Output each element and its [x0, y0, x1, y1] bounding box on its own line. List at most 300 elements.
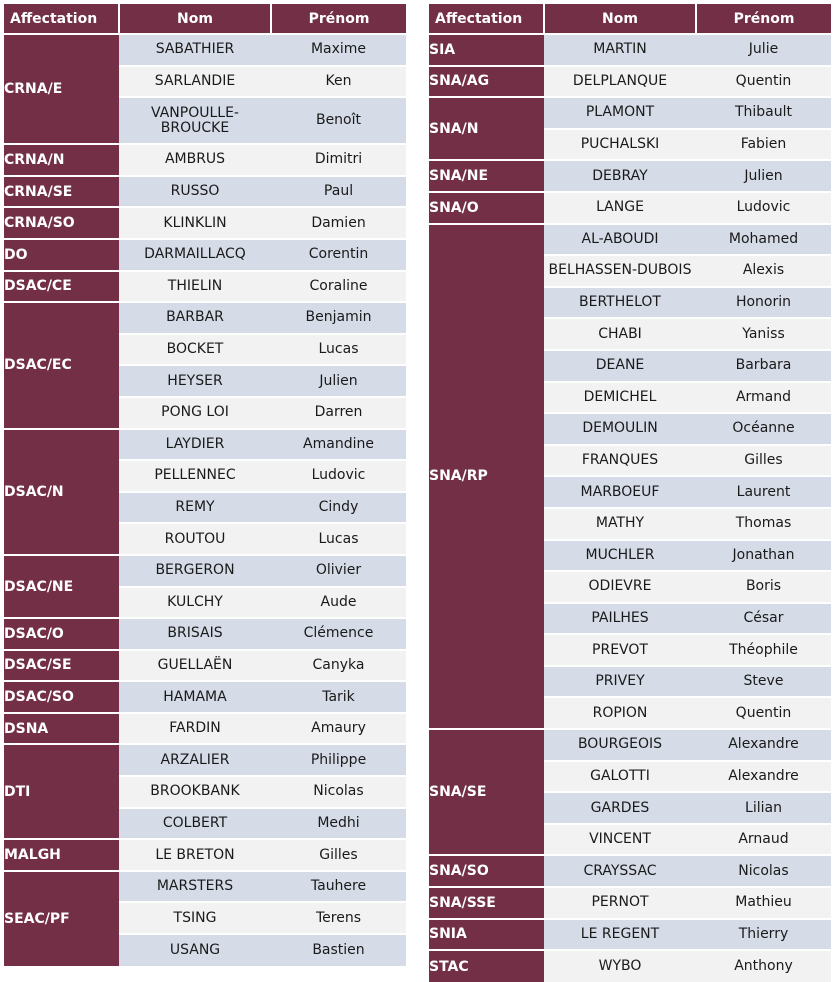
- table-row: [4, 429, 406, 461]
- affectation-cell: CRNA/SE: [4, 176, 119, 208]
- nom-text: AMBRUS: [164, 151, 226, 168]
- table-row: [429, 950, 831, 982]
- affectation-cell: SNA/N: [429, 97, 544, 160]
- affectation-cell: DSAC/NE: [4, 555, 119, 618]
- prenom-text: Nicolas: [313, 783, 364, 800]
- prenom-text: Maxime: [310, 41, 367, 58]
- nom-cell: [544, 129, 696, 161]
- nom-cell: [119, 271, 271, 303]
- left-roster-table: [4, 4, 406, 966]
- prenom-text: Fabien: [740, 136, 787, 153]
- right-roster-body: [429, 34, 831, 982]
- nom-text: ROPION: [592, 704, 648, 721]
- prenom-text: Mohamed: [728, 230, 799, 247]
- nom-text: PONG LOI: [161, 404, 229, 421]
- affectation-cell: SNA/NE: [429, 160, 544, 192]
- prenom-text: Philippe: [310, 751, 367, 768]
- header-row: [429, 4, 831, 34]
- prenom-cell: [271, 744, 406, 776]
- nom-text: COLBERT: [162, 814, 228, 831]
- nom-text: VANPOULLE- BROUCKE: [151, 104, 239, 136]
- prenom-text: Quentin: [735, 704, 792, 721]
- table-row: [4, 144, 406, 176]
- nom-text: MARSTERS: [156, 878, 234, 895]
- nom-text: BERTHELOT: [579, 294, 661, 311]
- nom-text: VINCENT: [589, 831, 651, 848]
- nom-text: LANGE: [596, 199, 644, 216]
- prenom-cell: [696, 697, 831, 729]
- prenom-text: Benjamin: [305, 309, 372, 326]
- nom-cell: [119, 523, 271, 555]
- nom-cell: [119, 97, 271, 144]
- affectation-cell: DSAC/SE: [4, 650, 119, 682]
- nom-cell: [119, 239, 271, 271]
- nom-text: GUELLAËN: [157, 656, 233, 673]
- nom-cell: [544, 919, 696, 951]
- affectation-cell: MALGH: [4, 839, 119, 871]
- affectation-cell: SNA/SE: [429, 729, 544, 855]
- table-row: [4, 871, 406, 903]
- prenom-cell: [271, 492, 406, 524]
- nom-text: DEANE: [595, 357, 645, 374]
- prenom-text: Ludovic: [311, 467, 366, 484]
- nom-cell: [119, 144, 271, 176]
- prenom-cell: [696, 824, 831, 856]
- nom-cell: [119, 555, 271, 587]
- prenom-text: Quentin: [735, 72, 792, 89]
- nom-cell: [544, 350, 696, 382]
- prenom-cell: [271, 97, 406, 144]
- prenom-cell: [696, 382, 831, 414]
- prenom-cell: [696, 224, 831, 256]
- prenom-cell: [271, 839, 406, 871]
- header-nom: Nom: [119, 4, 271, 34]
- nom-cell: [119, 302, 271, 334]
- prenom-text: Yaniss: [742, 325, 785, 342]
- affectation-cell: SEAC/PF: [4, 871, 119, 966]
- nom-text: CRAYSSAC: [583, 862, 657, 879]
- nom-text: AL-ABOUDI: [581, 230, 659, 247]
- affectation-cell: DTI: [4, 744, 119, 839]
- nom-text: DEMOULIN: [582, 420, 658, 437]
- nom-cell: [544, 224, 696, 256]
- prenom-text: Laurent: [736, 483, 791, 500]
- prenom-cell: [271, 808, 406, 840]
- nom-cell: [119, 776, 271, 808]
- nom-text: PERNOT: [591, 894, 649, 911]
- nom-cell: [119, 460, 271, 492]
- nom-text: PLAMONT: [585, 104, 655, 121]
- nom-text: TSING: [173, 909, 217, 926]
- nom-cell: [544, 97, 696, 129]
- nom-cell: [544, 603, 696, 635]
- affectation-cell: SNA/O: [429, 192, 544, 224]
- nom-cell: [119, 365, 271, 397]
- table-row: [429, 97, 831, 129]
- prenom-text: Boris: [745, 578, 782, 595]
- table-row: [4, 650, 406, 682]
- prenom-cell: [696, 729, 831, 761]
- table-row: [429, 729, 831, 761]
- prenom-cell: [271, 587, 406, 619]
- prenom-cell: [696, 508, 831, 540]
- prenom-text: Bastien: [312, 941, 365, 958]
- prenom-cell: [271, 618, 406, 650]
- table-row: [4, 271, 406, 303]
- prenom-cell: [271, 902, 406, 934]
- prenom-cell: [696, 413, 831, 445]
- nom-cell: [119, 66, 271, 98]
- prenom-cell: [271, 302, 406, 334]
- right-roster-table: [429, 4, 831, 982]
- nom-text: ODIEVRE: [588, 578, 652, 595]
- prenom-text: Tauhere: [310, 878, 367, 895]
- prenom-text: Arnaud: [738, 831, 789, 848]
- nom-text: MARTIN: [593, 41, 647, 58]
- prenom-text: Julien: [744, 167, 783, 184]
- affectation-cell: DSAC/EC: [4, 302, 119, 428]
- nom-cell: [119, 176, 271, 208]
- nom-cell: [544, 697, 696, 729]
- prenom-text: Armand: [735, 388, 792, 405]
- nom-cell: [119, 492, 271, 524]
- nom-text: FRANQUES: [581, 452, 659, 469]
- table-row: [4, 744, 406, 776]
- affectation-cell: DSNA: [4, 713, 119, 745]
- prenom-text: Océanne: [732, 420, 795, 437]
- nom-text: LE BRETON: [155, 846, 235, 863]
- nom-cell: [119, 618, 271, 650]
- affectation-cell: SNA/RP: [429, 224, 544, 730]
- nom-cell: [544, 382, 696, 414]
- prenom-text: Ludovic: [736, 199, 791, 216]
- prenom-cell: [696, 666, 831, 698]
- prenom-text: Lucas: [318, 341, 359, 358]
- nom-text: PRIVEY: [595, 673, 645, 690]
- prenom-text: Thierry: [738, 925, 789, 942]
- prenom-text: Jonathan: [732, 546, 795, 563]
- prenom-cell: [696, 287, 831, 319]
- prenom-cell: [271, 776, 406, 808]
- prenom-cell: [271, 334, 406, 366]
- prenom-cell: [271, 239, 406, 271]
- table-row: [429, 66, 831, 98]
- prenom-cell: [696, 571, 831, 603]
- prenom-cell: [271, 523, 406, 555]
- prenom-text: Barbara: [735, 357, 792, 374]
- affectation-cell: DSAC/CE: [4, 271, 119, 303]
- prenom-cell: [696, 97, 831, 129]
- nom-text: BROOKBANK: [150, 783, 240, 800]
- prenom-cell: [271, 871, 406, 903]
- nom-text: BOURGEOIS: [577, 736, 663, 753]
- affectation-cell: DSAC/SO: [4, 681, 119, 713]
- nom-cell: [544, 508, 696, 540]
- nom-text: PELLENNEC: [154, 467, 236, 484]
- nom-cell: [119, 587, 271, 619]
- nom-text: BOCKET: [166, 341, 224, 358]
- table-row: [4, 681, 406, 713]
- nom-cell: [119, 934, 271, 966]
- nom-cell: [544, 855, 696, 887]
- nom-text: PREVOT: [592, 641, 648, 658]
- nom-cell: [119, 681, 271, 713]
- header-prenom: Prénom: [696, 4, 831, 34]
- nom-cell: [544, 34, 696, 66]
- table-row: [4, 207, 406, 239]
- prenom-text: Alexandre: [728, 736, 799, 753]
- affectation-cell: CRNA/SO: [4, 207, 119, 239]
- prenom-text: Mathieu: [735, 894, 792, 911]
- prenom-cell: [271, 460, 406, 492]
- nom-text: LE REGENT: [580, 925, 660, 942]
- prenom-text: Olivier: [315, 562, 362, 579]
- prenom-cell: [271, 650, 406, 682]
- nom-cell: [544, 66, 696, 98]
- table-row: [429, 224, 831, 256]
- nom-cell: [119, 902, 271, 934]
- affectation-cell: DO: [4, 239, 119, 271]
- prenom-cell: [271, 713, 406, 745]
- nom-text: GARDES: [590, 799, 650, 816]
- nom-cell: [544, 729, 696, 761]
- prenom-text: Thibault: [734, 104, 793, 121]
- prenom-cell: [271, 365, 406, 397]
- nom-cell: [119, 207, 271, 239]
- nom-text: CHABI: [598, 325, 642, 342]
- prenom-cell: [696, 255, 831, 287]
- nom-cell: [544, 634, 696, 666]
- nom-cell: [544, 318, 696, 350]
- nom-text: DELPLANQUE: [572, 72, 668, 89]
- prenom-text: Gilles: [744, 452, 783, 469]
- table-row: [429, 34, 831, 66]
- header-nom: Nom: [544, 4, 696, 34]
- table-row: [429, 919, 831, 951]
- nom-cell: [544, 571, 696, 603]
- table-row: [4, 555, 406, 587]
- nom-text: BERGERON: [155, 562, 235, 579]
- prenom-cell: [696, 603, 831, 635]
- prenom-text: Julie: [748, 41, 779, 58]
- nom-cell: [119, 839, 271, 871]
- nom-text: GALOTTI: [590, 767, 650, 784]
- nom-cell: [119, 34, 271, 66]
- nom-cell: [544, 540, 696, 572]
- nom-text: BARBAR: [166, 309, 224, 326]
- prenom-cell: [271, 176, 406, 208]
- prenom-text: Anthony: [734, 958, 793, 975]
- prenom-text: Amaury: [311, 720, 366, 737]
- nom-cell: [544, 287, 696, 319]
- affectation-cell: DSAC/N: [4, 429, 119, 555]
- prenom-text: Canyka: [312, 656, 365, 673]
- prenom-cell: [271, 397, 406, 429]
- nom-text: SABATHIER: [155, 41, 235, 58]
- prenom-cell: [696, 634, 831, 666]
- nom-text: SARLANDIE: [154, 72, 236, 89]
- table-row: [429, 887, 831, 919]
- prenom-cell: [696, 476, 831, 508]
- nom-text: BRISAIS: [167, 625, 223, 642]
- nom-cell: [544, 255, 696, 287]
- nom-cell: [119, 397, 271, 429]
- prenom-cell: [271, 555, 406, 587]
- nom-cell: [544, 476, 696, 508]
- prenom-cell: [696, 192, 831, 224]
- nom-cell: [544, 761, 696, 793]
- affectation-cell: CRNA/N: [4, 144, 119, 176]
- prenom-text: Amandine: [303, 435, 374, 452]
- table-row: [4, 839, 406, 871]
- prenom-cell: [696, 887, 831, 919]
- table-row: [4, 239, 406, 271]
- left-roster-body: [4, 34, 406, 966]
- prenom-text: Medhi: [317, 814, 360, 831]
- prenom-cell: [696, 318, 831, 350]
- prenom-text: Terens: [315, 909, 361, 926]
- prenom-cell: [696, 350, 831, 382]
- affectation-cell: CRNA/E: [4, 34, 119, 144]
- nom-cell: [544, 824, 696, 856]
- header-affectation: Affectation: [429, 4, 544, 34]
- nom-text: MATHY: [595, 515, 645, 532]
- affectation-cell: SNIA: [429, 919, 544, 951]
- nom-text: PAILHES: [591, 609, 649, 626]
- nom-text: MUCHLER: [585, 546, 655, 563]
- nom-text: RUSSO: [170, 183, 220, 200]
- prenom-cell: [696, 540, 831, 572]
- prenom-text: Honorin: [735, 294, 792, 311]
- prenom-text: Gilles: [319, 846, 358, 863]
- prenom-text: Dimitri: [314, 151, 363, 168]
- prenom-cell: [271, 429, 406, 461]
- header-prenom: Prénom: [271, 4, 406, 34]
- prenom-text: Nicolas: [738, 862, 789, 879]
- table-row: [4, 713, 406, 745]
- affectation-cell: SNA/AG: [429, 66, 544, 98]
- nom-cell: [119, 429, 271, 461]
- nom-cell: [119, 650, 271, 682]
- prenom-text: Clémence: [303, 625, 374, 642]
- prenom-cell: [696, 855, 831, 887]
- prenom-cell: [696, 66, 831, 98]
- prenom-text: Steve: [743, 673, 784, 690]
- prenom-cell: [271, 934, 406, 966]
- nom-text: HEYSER: [167, 372, 223, 389]
- prenom-cell: [696, 950, 831, 982]
- nom-text: DARMAILLACQ: [144, 246, 246, 263]
- nom-text: MARBOEUF: [580, 483, 660, 500]
- prenom-text: Théophile: [729, 641, 798, 658]
- prenom-text: Ken: [325, 72, 352, 89]
- prenom-text: Coraline: [309, 277, 368, 294]
- affectation-cell: SNA/SSE: [429, 887, 544, 919]
- table-row: [4, 618, 406, 650]
- prenom-text: Darren: [314, 404, 363, 421]
- prenom-text: Tarik: [322, 688, 355, 705]
- nom-text: DEMICHEL: [583, 388, 657, 405]
- prenom-text: Thomas: [735, 515, 792, 532]
- prenom-cell: [271, 66, 406, 98]
- nom-cell: [544, 792, 696, 824]
- prenom-text: Julien: [319, 372, 358, 389]
- prenom-text: Lilian: [745, 799, 782, 816]
- nom-cell: [544, 666, 696, 698]
- header-row: [4, 4, 406, 34]
- nom-cell: [119, 713, 271, 745]
- nom-cell: [119, 334, 271, 366]
- prenom-text: Alexis: [742, 262, 785, 279]
- nom-text: BELHASSEN-DUBOIS: [548, 262, 692, 279]
- nom-text: THIELIN: [167, 277, 223, 294]
- nom-cell: [544, 160, 696, 192]
- nom-text: REMY: [175, 499, 215, 516]
- nom-text: ROUTOU: [164, 530, 226, 547]
- prenom-cell: [271, 207, 406, 239]
- prenom-cell: [696, 445, 831, 477]
- nom-text: FARDIN: [169, 720, 221, 737]
- prenom-cell: [271, 34, 406, 66]
- prenom-text: Lucas: [318, 530, 359, 547]
- prenom-cell: [271, 681, 406, 713]
- nom-text: USANG: [169, 941, 221, 958]
- table-row: [4, 302, 406, 334]
- prenom-text: César: [743, 609, 784, 626]
- nom-cell: [544, 950, 696, 982]
- prenom-text: Damien: [311, 214, 366, 231]
- prenom-text: Alexandre: [728, 767, 799, 784]
- affectation-cell: DSAC/O: [4, 618, 119, 650]
- prenom-cell: [696, 792, 831, 824]
- nom-cell: [544, 413, 696, 445]
- nom-text: WYBO: [598, 958, 642, 975]
- nom-cell: [544, 887, 696, 919]
- nom-cell: [544, 192, 696, 224]
- nom-text: KULCHY: [167, 593, 223, 610]
- prenom-cell: [696, 129, 831, 161]
- prenom-cell: [271, 271, 406, 303]
- nom-text: KLINKLIN: [163, 214, 227, 231]
- nom-text: ARZALIER: [160, 751, 230, 768]
- prenom-text: Corentin: [308, 246, 369, 263]
- prenom-cell: [696, 761, 831, 793]
- affectation-cell: SIA: [429, 34, 544, 66]
- prenom-cell: [696, 919, 831, 951]
- prenom-cell: [271, 144, 406, 176]
- prenom-cell: [696, 34, 831, 66]
- nom-cell: [119, 871, 271, 903]
- nom-cell: [544, 445, 696, 477]
- table-row: [4, 176, 406, 208]
- nom-cell: [119, 808, 271, 840]
- affectation-cell: SNA/SO: [429, 855, 544, 887]
- nom-text: DEBRAY: [592, 167, 648, 184]
- prenom-text: Aude: [320, 593, 357, 610]
- nom-text: HAMAMA: [163, 688, 227, 705]
- header-affectation: Affectation: [4, 4, 119, 34]
- prenom-cell: [696, 160, 831, 192]
- prenom-text: Benoît: [315, 112, 362, 129]
- table-row: [429, 160, 831, 192]
- nom-cell: [119, 744, 271, 776]
- prenom-text: Cindy: [318, 499, 359, 516]
- prenom-text: Paul: [323, 183, 354, 200]
- nom-text: PUCHALSKI: [580, 136, 660, 153]
- table-row: [429, 855, 831, 887]
- affectation-cell: STAC: [429, 950, 544, 982]
- table-row: [429, 192, 831, 224]
